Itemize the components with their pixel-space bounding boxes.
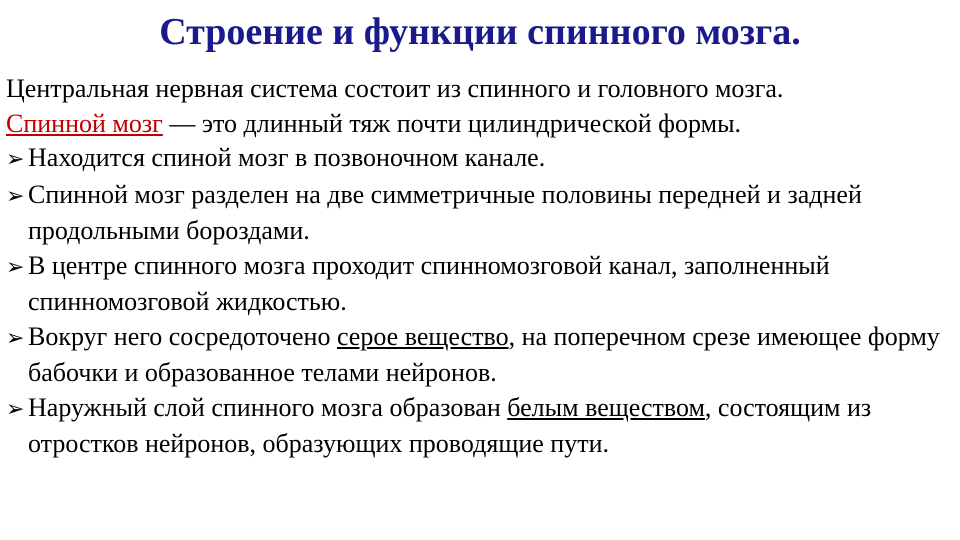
- bullet-text: В центре спинного мозга проходит спинномозговой канал, заполненный спинномозговой жидкостью.: [28, 250, 830, 316]
- definition-text: — это длинный тяж почти цилиндрической формы.: [162, 108, 742, 138]
- arrow-bullet-icon: ➢: [6, 254, 25, 280]
- bullet-item: [6, 178, 954, 249]
- slide-title: Строение и функции спинного мозга.: [159, 11, 801, 53]
- gray-matter-term: серое вещество: [336, 321, 509, 351]
- bullet-text-continued: , состоящим из отростков нейронов, образующих проводящие пути.: [28, 392, 872, 458]
- bullet-item: [6, 391, 954, 462]
- slide-body: [6, 72, 954, 462]
- definition: [6, 107, 954, 142]
- bullet-item: [6, 320, 954, 391]
- bullet-text-continued: , на поперечном срезе имеющее форму бабочки и образованное телами нейронов.: [28, 321, 940, 387]
- white-matter-term: белым веществом: [507, 392, 705, 422]
- bullet-text: Спинной мозг разделен на две симметричные половины передней и задней продольными бороздами.: [28, 179, 862, 245]
- arrow-bullet-icon: ➢: [6, 396, 25, 422]
- arrow-bullet-icon: ➢: [6, 183, 25, 209]
- bullet-text: Наружный слой спинного мозга образован: [28, 392, 508, 422]
- bullet-text: Вокруг него сосредоточено: [28, 321, 337, 351]
- arrow-bullet-icon: ➢: [6, 147, 25, 172]
- definition-term: Спинной мозг: [6, 108, 163, 138]
- arrow-bullet-icon: ➢: [6, 325, 25, 351]
- intro-text: Центральная нервная система состоит из спинного и головного мозга.: [6, 74, 784, 103]
- bullet-text: Находится спиной мозг в позвоночном канале.: [28, 143, 546, 172]
- bullet-item: [6, 141, 954, 178]
- bullet-item: [6, 249, 954, 320]
